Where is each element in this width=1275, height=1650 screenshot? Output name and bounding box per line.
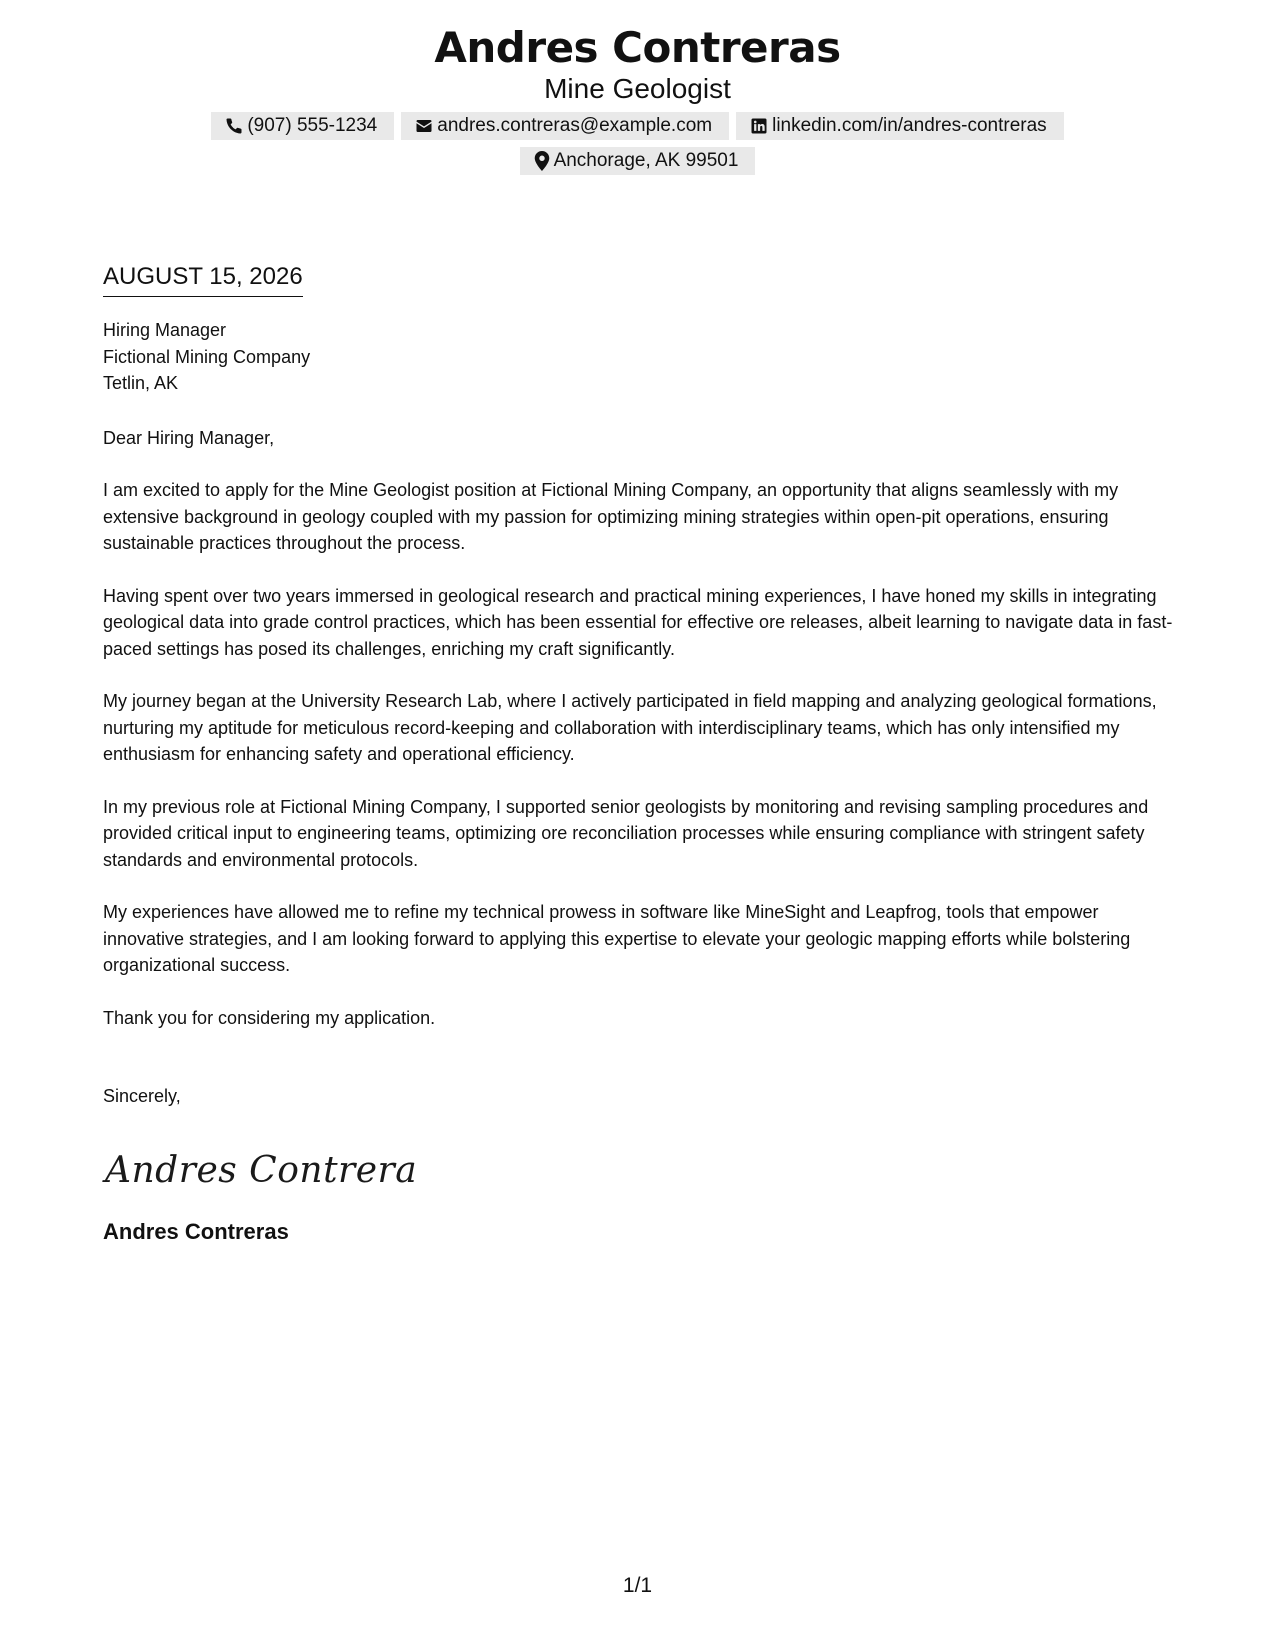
contact-row <box>0 112 1275 140</box>
recipient-location: Tetlin, AK <box>103 373 179 393</box>
contact-linkedin <box>736 112 1064 140</box>
contact-row <box>0 147 1275 175</box>
recipient-company: Fictional Mining Company <box>103 346 311 367</box>
recipient-block <box>103 317 1183 397</box>
map-marker-icon <box>534 151 550 171</box>
page-number: 1/1 <box>622 1574 653 1597</box>
envelope-icon <box>415 117 433 135</box>
contact-email <box>401 112 729 140</box>
recipient-name: Hiring Manager <box>103 320 227 340</box>
body-paragraph: Having spent over two years immersed in geological research and practical mining experiences, I have honed my skills in integrating geological data into grade control practices, which has been essential for effective ore releases, albeit learning to navigate data in fast-paced settings has posed its challenges, enriching my craft significantly. <box>103 585 1173 659</box>
contact-linkedin-text: linkedin.com/in/andres-contreras <box>772 115 1047 136</box>
letter-body <box>103 262 1183 1246</box>
applicant-name: Andres Contreras <box>434 23 841 72</box>
svg-text:Andres Contrera: Andres Contrera <box>105 1149 418 1191</box>
phone-icon <box>225 117 243 135</box>
contact-email-text: andres.contreras@example.com <box>437 115 713 136</box>
salutation: Dear Hiring Manager, <box>103 427 275 448</box>
applicant-job-title: Mine Geologist <box>544 73 731 104</box>
body-paragraph: My journey began at the University Research Lab, where I actively participated in field mapping and analyzing geological formations, nurturing my aptitude for meticulous record-keeping and collaboration with interdisciplinary teams, which has only intensified my enthusiasm for enhancing safety and operational efficiency. <box>103 691 1157 764</box>
closing: Sincerely, <box>103 1086 181 1106</box>
body-paragraph: Thank you for considering my application. <box>103 1007 436 1028</box>
contact-location <box>520 147 756 175</box>
letter-date: AUGUST 15, 2026 <box>103 262 303 297</box>
body-paragraph: My experiences have allowed me to refine my technical prowess in software like MineSight and Leapfrog, tools that empower innovative strategies, and I am looking forward to applying this expertise to elevate your geologic mapping efforts while bolstering organizational success. <box>103 902 1131 975</box>
linkedin-icon <box>750 117 768 135</box>
letter-header <box>0 22 1275 175</box>
signer-name: Andres Contreras <box>103 1218 289 1244</box>
contact-location-text: Anchorage, AK 99501 <box>553 150 739 171</box>
contact-phone-text: (907) 555-1234 <box>247 115 378 136</box>
body-paragraph: In my previous role at Fictional Mining Company, I supported senior geologists by monitoring and revising sampling procedures and provided critical input to engineering teams, optimizing ore reconciliation processes while ensuring compliance with stringent safety standards and environmental protocols. <box>103 796 1149 870</box>
handwritten-signature <box>103 1142 1183 1198</box>
contact-phone <box>211 112 394 140</box>
body-paragraph: I am excited to apply for the Mine Geologist position at Fictional Mining Company, an opportunity that aligns seamlessly with my extensive background in geology coupled with my passion for optimizing mining strategies within open-pit operations, ensuring sustainable practices throughout the process. <box>103 480 1119 553</box>
